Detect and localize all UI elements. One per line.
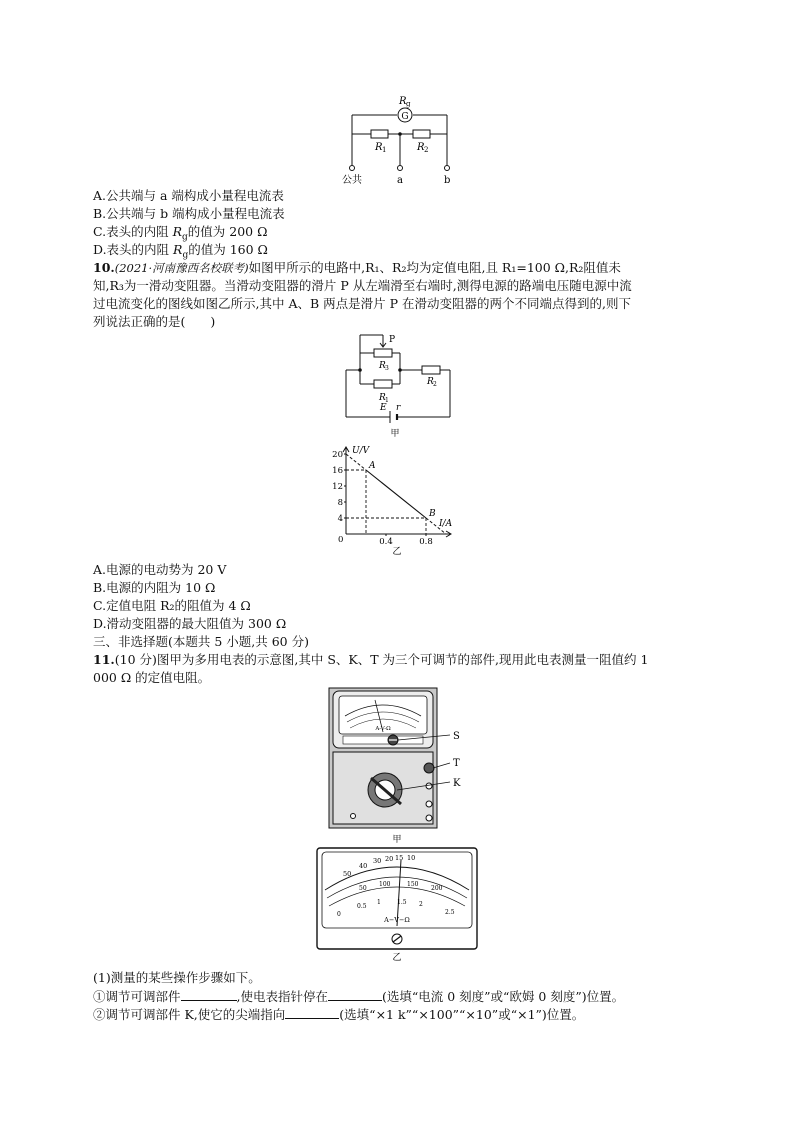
bottom-scale-label-2: 2 <box>419 901 423 908</box>
answer-blank-2[interactable] <box>328 987 382 1001</box>
q10-option-c: C.定值电阻 R₂的阻值为 4 Ω <box>93 598 251 613</box>
y-tick-label-12: 12 <box>332 482 343 492</box>
bottom-scale-label-2-5: 2.5 <box>445 909 455 916</box>
q9-option-c-var: R <box>172 224 182 239</box>
q10-option-a: A.电源的电动势为 20 V <box>93 562 227 577</box>
q10-stem-line2: 知,R₃为一滑动变阻器。当滑动变阻器的滑片 P 从左端滑至右端时,测得电源的路端电压随电源中流 <box>93 278 632 293</box>
bottom-scale-label-0: 0 <box>337 911 341 918</box>
ui-line-segment <box>366 470 426 518</box>
step-1-text-b: ,使电表指针停在 <box>236 989 328 1004</box>
caption-meter-jia: 甲 <box>392 835 402 845</box>
x-tick-label-0.4: 0.4 <box>379 537 393 547</box>
galvanometer-label: G <box>401 112 409 122</box>
q9-option-c-sub: g <box>182 232 188 243</box>
step-1-text-c: (选填“电流 0 刻度”或“欧姆 0 刻度”)位置。 <box>382 989 625 1004</box>
steps-intro: (1)测量的某些操作步骤如下。 <box>93 970 261 985</box>
circuit-jia-figure <box>338 330 458 440</box>
r2-subscript: 2 <box>424 146 429 154</box>
meter-yi-face-label: A−V−Ω <box>384 916 410 924</box>
q9-option-c-value: 的值为 200 Ω <box>187 224 268 239</box>
q9-option-d-sub: g <box>182 250 189 261</box>
step-2 <box>93 1005 584 1024</box>
slider-p-label: P <box>389 335 396 345</box>
step-1-text-a: ①调节可调部件 <box>93 989 181 1004</box>
rg-label: R <box>399 96 407 107</box>
x-tick-label-0.8: 0.8 <box>419 537 433 547</box>
caption-yi-graph: 乙 <box>392 547 402 557</box>
internal-r-label: r <box>396 403 401 413</box>
bottom-scale-label-0-5: 0.5 <box>357 903 367 910</box>
y-tick-label-4: 4 <box>337 514 343 524</box>
common-terminal-label: 公共 <box>342 175 362 186</box>
top-scale-label-50: 50 <box>343 870 352 878</box>
y-tick-label-16: 16 <box>332 466 343 476</box>
step-1 <box>93 987 624 1006</box>
q11-text-1: (10 分)图甲为多用电表的示意图,其中 S、K、T 为三个可调节的部件,现用此电表测量一阻值约 1 <box>114 652 649 667</box>
caption-jia: 甲 <box>390 429 400 439</box>
caption-meter-yi: 乙 <box>392 953 402 963</box>
part-t-label: T <box>453 758 460 769</box>
q9-option-b: B.公共端与 b 端构成小量程电流表 <box>93 206 285 221</box>
extrapolation-to-y-axis <box>346 454 366 470</box>
mid-scale-label-100: 100 <box>379 881 391 888</box>
part-k-label: K <box>453 778 461 789</box>
bottom-scale-label-1-5: 1.5 <box>397 899 407 906</box>
r1-subscript: 1 <box>382 146 387 154</box>
q10-option-d: D.滑动变阻器的最大阻值为 300 Ω <box>93 616 287 631</box>
q9-option-d-value: 的值为 160 Ω <box>188 242 268 257</box>
mid-scale-label-150: 150 <box>407 881 419 888</box>
origin-label: 0 <box>338 535 344 545</box>
terminal-a-label: a <box>397 175 403 186</box>
q11-stem-line1 <box>93 651 648 669</box>
emf-label: E <box>380 403 387 413</box>
top-scale-label-30: 30 <box>373 857 382 865</box>
mid-scale-label-200: 200 <box>431 885 443 892</box>
x-axis-label: I/A <box>439 519 453 529</box>
q9-option-d-var: R <box>173 242 183 257</box>
top-scale-label-40: 40 <box>359 862 368 870</box>
galvanometer-circuit-figure <box>335 92 465 187</box>
y-tick-label-8: 8 <box>337 498 343 508</box>
point-label-A: A <box>369 461 376 471</box>
q10-stem-line3: 过电流变化的图线如图乙所示,其中 A、B 两点是滑片 P 在滑动变阻器的两个不同端点得到的,则下 <box>93 296 631 311</box>
q11-stem-line2: 000 Ω 的定值电阻。 <box>93 670 211 685</box>
q10-source: (2021·河南豫西名校联考) <box>114 261 249 275</box>
top-scale-label-20: 20 <box>385 855 394 863</box>
answer-blank-1[interactable] <box>181 987 237 1001</box>
q10-stem-line1 <box>93 259 621 277</box>
r1-label: R <box>375 142 383 153</box>
part-s-label: S <box>453 731 460 742</box>
r2-label: R <box>417 142 425 153</box>
ui-graph-yi <box>332 442 462 557</box>
multimeter-yi-dial-figure <box>315 846 481 964</box>
r2-label-jia: R <box>427 377 434 387</box>
top-scale-label-15: 15 <box>395 854 404 862</box>
r1-subscript-jia: 1 <box>385 397 389 404</box>
bottom-scale-label-1: 1 <box>377 899 381 906</box>
terminal-b-label: b <box>444 175 451 186</box>
q11-number: 11. <box>93 652 115 667</box>
q10-stem-line4: 列说法正确的是( ) <box>93 314 216 329</box>
q9-option-d-text: D.表头的内阻 <box>93 242 174 257</box>
r3-label: R <box>379 361 386 371</box>
r3-subscript: 3 <box>385 365 389 372</box>
point-label-B: B <box>429 509 436 519</box>
y-axis-label: U/V <box>352 446 370 456</box>
answer-blank-3[interactable] <box>285 1005 339 1019</box>
y-tick-label-20: 20 <box>332 450 343 460</box>
r1-label-jia: R <box>379 393 386 403</box>
q9-option-a: A.公共端与 a 端构成小量程电流表 <box>93 188 284 203</box>
step-2-text-b: (选填“×1 k”“×100”“×10”或“×1”)位置。 <box>339 1007 585 1022</box>
q10-number: 10. <box>93 260 115 275</box>
r2-subscript-jia: 2 <box>433 381 437 388</box>
q10-text-1: 如图甲所示的电路中,R₁、R₂均为定值电阻,且 R₁=100 Ω,R₂阻值未 <box>248 260 621 275</box>
rg-subscript: g <box>406 100 411 108</box>
multimeter-jia-figure <box>325 686 475 846</box>
top-scale-label-10: 10 <box>407 854 416 862</box>
meter-jia-face-label: A-V-Ω <box>375 726 391 732</box>
q9-option-c-text: C.表头的内阻 <box>93 224 173 239</box>
q10-option-b: B.电源的内阻为 10 Ω <box>93 580 216 595</box>
section-three-heading: 三、非选择题(本题共 5 小题,共 60 分) <box>93 634 309 649</box>
mid-scale-label-50: 50 <box>359 885 367 892</box>
step-2-text-a: ②调节可调部件 K,使它的尖端指向 <box>93 1007 286 1022</box>
